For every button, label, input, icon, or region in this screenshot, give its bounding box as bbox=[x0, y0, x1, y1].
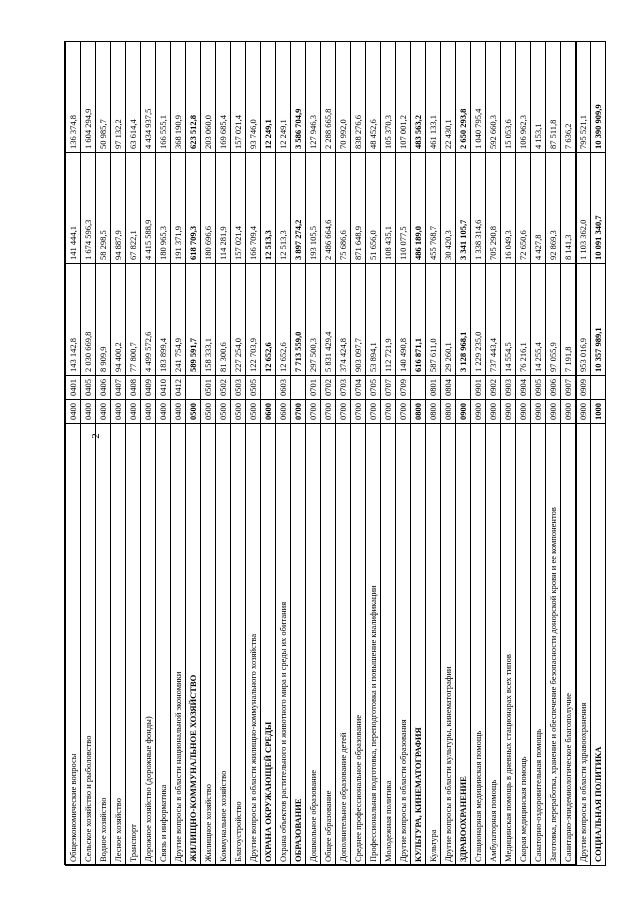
subsection-code-cell bbox=[261, 376, 276, 400]
table-section-row bbox=[186, 42, 201, 866]
section-code-cell: 0900 bbox=[471, 400, 486, 424]
amount-year-3-cell: 12 249,1 bbox=[276, 42, 291, 153]
subsection-code-cell bbox=[411, 376, 426, 400]
section-code-cell: 0900 bbox=[501, 400, 516, 424]
row-name-cell: Заготовка, переработка, хранение и обеспечение безопасности донорской крови и ее компонентов bbox=[546, 424, 561, 866]
amount-year-2-cell: 1 674 596,3 bbox=[81, 153, 96, 264]
row-name-cell: Среднее профессиональное образование bbox=[351, 424, 366, 866]
amount-year-2-cell: 114 281,9 bbox=[216, 153, 231, 264]
amount-year-3-cell: 12 249,1 bbox=[261, 42, 276, 153]
amount-year-2-cell: 193 105,5 bbox=[306, 153, 321, 264]
amount-year-3-cell: 169 685,4 bbox=[216, 42, 231, 153]
row-name-cell: Связь и информатика bbox=[156, 424, 171, 866]
amount-year-2-cell: 455 768,7 bbox=[426, 153, 441, 264]
section-code-cell: 0500 bbox=[216, 400, 231, 424]
amount-year-2-cell: 12 513,3 bbox=[261, 153, 276, 264]
subsection-code-cell: 0906 bbox=[546, 376, 561, 400]
section-code-cell: 0900 bbox=[456, 400, 471, 424]
amount-year-2-cell: 2 486 664,6 bbox=[321, 153, 336, 264]
budget-table-body bbox=[66, 42, 606, 866]
table-row bbox=[141, 42, 156, 866]
amount-year-1-cell: 29 260,1 bbox=[441, 264, 456, 376]
row-name-cell: Благоустройство bbox=[231, 424, 246, 866]
amount-year-1-cell: 53 894,1 bbox=[366, 264, 381, 376]
table-row bbox=[231, 42, 246, 866]
row-name-cell: Сельское хозяйство и рыболовство bbox=[81, 424, 96, 866]
amount-year-2-cell: 157 021,4 bbox=[231, 153, 246, 264]
amount-year-2-cell: 16 049,3 bbox=[501, 153, 516, 264]
subsection-code-cell: 0409 bbox=[141, 376, 156, 400]
amount-year-1-cell: 122 703,9 bbox=[246, 264, 261, 376]
section-code-cell: 0800 bbox=[426, 400, 441, 424]
row-name-cell: Санаторно-оздоровительная помощь bbox=[531, 424, 546, 866]
amount-year-3-cell: 15 053,6 bbox=[501, 42, 516, 153]
subsection-code-cell: 0801 bbox=[426, 376, 441, 400]
row-name-cell: Общее образование bbox=[321, 424, 336, 866]
amount-year-2-cell: 94 887,9 bbox=[111, 153, 126, 264]
table-row bbox=[66, 42, 81, 866]
amount-year-2-cell: 72 650,6 bbox=[516, 153, 531, 264]
subsection-code-cell: 0412 bbox=[171, 376, 186, 400]
amount-year-2-cell: 191 371,9 bbox=[171, 153, 186, 264]
table-row bbox=[546, 42, 561, 866]
amount-year-2-cell: 58 298,5 bbox=[96, 153, 111, 264]
amount-year-2-cell: 705 290,8 bbox=[486, 153, 501, 264]
table-row bbox=[156, 42, 171, 866]
amount-year-2-cell: 1 338 314,6 bbox=[471, 153, 486, 264]
subsection-code-cell bbox=[456, 376, 471, 400]
row-name-cell: ЗДРАВООХРАНЕНИЕ bbox=[456, 424, 471, 866]
amount-year-3-cell: 97 132,2 bbox=[111, 42, 126, 153]
section-code-cell: 0400 bbox=[126, 400, 141, 424]
subsection-code-cell: 0902 bbox=[486, 376, 501, 400]
row-name-cell: Дошкольное образование bbox=[306, 424, 321, 866]
table-row bbox=[366, 42, 381, 866]
row-name-cell: Другие вопросы в области образования bbox=[396, 424, 411, 866]
amount-year-1-cell: 10 357 989,1 bbox=[591, 264, 606, 376]
section-code-cell: 0400 bbox=[156, 400, 171, 424]
section-code-cell: 0400 bbox=[111, 400, 126, 424]
subsection-code-cell: 0503 bbox=[231, 376, 246, 400]
row-name-cell: ОБРАЗОВАНИЕ bbox=[291, 424, 306, 866]
subsection-code-cell: 0705 bbox=[366, 376, 381, 400]
table-row bbox=[336, 42, 351, 866]
subsection-code-cell: 0901 bbox=[471, 376, 486, 400]
section-code-cell: 0900 bbox=[561, 400, 576, 424]
amount-year-2-cell: 12 513,3 bbox=[276, 153, 291, 264]
amount-year-3-cell: 157 021,4 bbox=[231, 42, 246, 153]
amount-year-3-cell: 1 604 294,9 bbox=[81, 42, 96, 153]
amount-year-1-cell: 227 254,0 bbox=[231, 264, 246, 376]
amount-year-2-cell: 75 686,6 bbox=[336, 153, 351, 264]
table-row bbox=[171, 42, 186, 866]
row-name-cell: Другие вопросы в области национальной экономики bbox=[171, 424, 186, 866]
amount-year-1-cell: 2 030 669,8 bbox=[81, 264, 96, 376]
amount-year-2-cell: 110 077,5 bbox=[396, 153, 411, 264]
amount-year-1-cell: 97 055,9 bbox=[546, 264, 561, 376]
table-row bbox=[126, 42, 141, 866]
amount-year-2-cell: 10 091 340,7 bbox=[591, 153, 606, 264]
amount-year-2-cell: 4 427,8 bbox=[531, 153, 546, 264]
section-code-cell: 0700 bbox=[366, 400, 381, 424]
subsection-code-cell: 0603 bbox=[276, 376, 291, 400]
row-name-cell: Молодежная политика bbox=[381, 424, 396, 866]
subsection-code-cell: 0405 bbox=[81, 376, 96, 400]
section-code-cell: 0700 bbox=[336, 400, 351, 424]
subsection-code-cell: 0804 bbox=[441, 376, 456, 400]
subsection-code-cell: 0408 bbox=[126, 376, 141, 400]
section-code-cell: 0500 bbox=[246, 400, 261, 424]
amount-year-2-cell: 618 709,3 bbox=[186, 153, 201, 264]
amount-year-3-cell: 48 452,6 bbox=[366, 42, 381, 153]
amount-year-1-cell: 4 499 572,6 bbox=[141, 264, 156, 376]
subsection-code-cell: 0407 bbox=[111, 376, 126, 400]
subsection-code-cell: 0406 bbox=[96, 376, 111, 400]
row-name-cell: Другие вопросы в области жилищно-коммунального хозяйства bbox=[246, 424, 261, 866]
amount-year-1-cell: 143 142,8 bbox=[66, 264, 81, 376]
amount-year-1-cell: 589 591,7 bbox=[186, 264, 201, 376]
subsection-code-cell: 0502 bbox=[216, 376, 231, 400]
amount-year-1-cell: 77 800,7 bbox=[126, 264, 141, 376]
amount-year-3-cell: 623 512,8 bbox=[186, 42, 201, 153]
amount-year-1-cell: 7 191,8 bbox=[561, 264, 576, 376]
amount-year-3-cell: 22 430,1 bbox=[441, 42, 456, 153]
amount-year-2-cell: 51 656,0 bbox=[366, 153, 381, 264]
section-code-cell: 0900 bbox=[516, 400, 531, 424]
table-row bbox=[396, 42, 411, 866]
amount-year-1-cell: 374 424,8 bbox=[336, 264, 351, 376]
table-row bbox=[111, 42, 126, 866]
row-name-cell: Коммунальное хозяйство bbox=[216, 424, 231, 866]
amount-year-1-cell: 8 909,9 bbox=[96, 264, 111, 376]
table-row bbox=[96, 42, 111, 866]
amount-year-3-cell: 2 288 665,8 bbox=[321, 42, 336, 153]
section-code-cell: 0900 bbox=[546, 400, 561, 424]
table-row bbox=[216, 42, 231, 866]
row-name-cell: Культура bbox=[426, 424, 441, 866]
section-code-cell: 0500 bbox=[186, 400, 201, 424]
amount-year-2-cell: 180 696,6 bbox=[201, 153, 216, 264]
amount-year-2-cell: 108 435,1 bbox=[381, 153, 396, 264]
row-name-cell: Общеэкономические вопросы bbox=[66, 424, 81, 866]
amount-year-3-cell: 10 390 909,9 bbox=[591, 42, 606, 153]
row-name-cell: Медицинская помощь в дневных стационарах всех типов bbox=[501, 424, 516, 866]
subsection-code-cell: 0909 bbox=[576, 376, 591, 400]
amount-year-2-cell: 3 341 105,7 bbox=[456, 153, 471, 264]
row-name-cell: ОХРАНА ОКРУЖАЮЩЕЙ СРЕДЫ bbox=[261, 424, 276, 866]
amount-year-2-cell: 1 103 362,0 bbox=[576, 153, 591, 264]
section-code-cell: 0600 bbox=[276, 400, 291, 424]
amount-year-3-cell: 368 190,9 bbox=[171, 42, 186, 153]
section-code-cell: 0700 bbox=[291, 400, 306, 424]
section-code-cell: 0400 bbox=[66, 400, 81, 424]
table-row bbox=[246, 42, 261, 866]
subsection-code-cell bbox=[591, 376, 606, 400]
amount-year-3-cell: 63 614,4 bbox=[126, 42, 141, 153]
table-row bbox=[81, 42, 96, 866]
section-code-cell: 0600 bbox=[261, 400, 276, 424]
table-section-row bbox=[411, 42, 426, 866]
amount-year-3-cell: 107 001,2 bbox=[396, 42, 411, 153]
table-row bbox=[561, 42, 576, 866]
subsection-code-cell: 0709 bbox=[396, 376, 411, 400]
table-row bbox=[501, 42, 516, 866]
section-code-cell: 0800 bbox=[411, 400, 426, 424]
amount-year-1-cell: 76 216,1 bbox=[516, 264, 531, 376]
amount-year-3-cell: 4 434 937,5 bbox=[141, 42, 156, 153]
subsection-code-cell: 0905 bbox=[531, 376, 546, 400]
row-name-cell: Лесное хозяйство bbox=[111, 424, 126, 866]
section-code-cell: 0900 bbox=[486, 400, 501, 424]
table-row bbox=[276, 42, 291, 866]
amount-year-1-cell: 94 400,2 bbox=[111, 264, 126, 376]
amount-year-3-cell: 592 660,3 bbox=[486, 42, 501, 153]
amount-year-3-cell: 483 563,2 bbox=[411, 42, 426, 153]
table-row bbox=[486, 42, 501, 866]
table-row bbox=[306, 42, 321, 866]
amount-year-2-cell: 30 420,3 bbox=[441, 153, 456, 264]
row-name-cell: Профессиональная подготовка, переподготовка и повышение квалификации bbox=[366, 424, 381, 866]
amount-year-1-cell: 587 611,0 bbox=[426, 264, 441, 376]
amount-year-3-cell: 203 060,0 bbox=[201, 42, 216, 153]
section-code-cell: 0700 bbox=[351, 400, 366, 424]
amount-year-3-cell: 3 586 704,9 bbox=[291, 42, 306, 153]
section-code-cell: 0500 bbox=[231, 400, 246, 424]
section-code-cell: 0900 bbox=[576, 400, 591, 424]
subsection-code-cell bbox=[291, 376, 306, 400]
table-row bbox=[471, 42, 486, 866]
row-name-cell: Стационарная медицинская помощь bbox=[471, 424, 486, 866]
amount-year-3-cell: 838 276,6 bbox=[351, 42, 366, 153]
amount-year-1-cell: 903 097,7 bbox=[351, 264, 366, 376]
table-section-row bbox=[456, 42, 471, 866]
amount-year-1-cell: 7 713 559,0 bbox=[291, 264, 306, 376]
row-name-cell: Другие вопросы в области культуры, кинематографии bbox=[441, 424, 456, 866]
section-code-cell: 0700 bbox=[381, 400, 396, 424]
subsection-code-cell: 0702 bbox=[321, 376, 336, 400]
table-row bbox=[516, 42, 531, 866]
rotated-page-content bbox=[65, 42, 603, 866]
amount-year-1-cell: 953 016,9 bbox=[576, 264, 591, 376]
table-section-row bbox=[591, 42, 606, 866]
subsection-code-cell: 0505 bbox=[246, 376, 261, 400]
subsection-code-cell: 0707 bbox=[381, 376, 396, 400]
amount-year-1-cell: 14 554,5 bbox=[501, 264, 516, 376]
subsection-code-cell: 0907 bbox=[561, 376, 576, 400]
subsection-code-cell: 0903 bbox=[501, 376, 516, 400]
amount-year-2-cell: 92 869,3 bbox=[546, 153, 561, 264]
table-section-row bbox=[261, 42, 276, 866]
amount-year-1-cell: 140 490,8 bbox=[396, 264, 411, 376]
section-code-cell: 0400 bbox=[141, 400, 156, 424]
amount-year-2-cell: 141 444,1 bbox=[66, 153, 81, 264]
row-name-cell: Жилищное хозяйство bbox=[201, 424, 216, 866]
amount-year-2-cell: 67 822,1 bbox=[126, 153, 141, 264]
row-name-cell: ЖИЛИЩНО-КОММУНАЛЬНОЕ ХОЗЯЙСТВО bbox=[186, 424, 201, 866]
amount-year-3-cell: 106 962,3 bbox=[516, 42, 531, 153]
row-name-cell: Амбулаторная помощь bbox=[486, 424, 501, 866]
section-code-cell: 0700 bbox=[321, 400, 336, 424]
row-name-cell: Другие вопросы в области здравоохранения bbox=[576, 424, 591, 866]
section-code-cell: 0400 bbox=[81, 400, 96, 424]
amount-year-1-cell: 297 500,3 bbox=[306, 264, 321, 376]
row-name-cell: Скорая медицинская помощь bbox=[516, 424, 531, 866]
subsection-code-cell: 0410 bbox=[156, 376, 171, 400]
amount-year-3-cell: 4 153,1 bbox=[531, 42, 546, 153]
amount-year-3-cell: 136 374,8 bbox=[66, 42, 81, 153]
amount-year-1-cell: 158 333,1 bbox=[201, 264, 216, 376]
amount-year-2-cell: 4 415 588,9 bbox=[141, 153, 156, 264]
amount-year-1-cell: 241 754,9 bbox=[171, 264, 186, 376]
section-code-cell: 0900 bbox=[531, 400, 546, 424]
amount-year-1-cell: 183 899,4 bbox=[156, 264, 171, 376]
amount-year-3-cell: 87 511,8 bbox=[546, 42, 561, 153]
table-row bbox=[441, 42, 456, 866]
section-code-cell: 0400 bbox=[96, 400, 111, 424]
row-name-cell: Охрана объектов растительного и животного мира и среды их обитания bbox=[276, 424, 291, 866]
section-code-cell: 1000 bbox=[591, 400, 606, 424]
amount-year-3-cell: 105 370,3 bbox=[381, 42, 396, 153]
row-name-cell: Дополнительное образование детей bbox=[336, 424, 351, 866]
amount-year-1-cell: 616 871,1 bbox=[411, 264, 426, 376]
subsection-code-cell: 0501 bbox=[201, 376, 216, 400]
amount-year-2-cell: 8 141,3 bbox=[561, 153, 576, 264]
amount-year-1-cell: 14 255,4 bbox=[531, 264, 546, 376]
section-code-cell: 0400 bbox=[171, 400, 186, 424]
amount-year-3-cell: 93 746,0 bbox=[246, 42, 261, 153]
amount-year-1-cell: 737 443,4 bbox=[486, 264, 501, 376]
row-name-cell: Дорожное хозяйство (дорожные фонды) bbox=[141, 424, 156, 866]
amount-year-1-cell: 3 128 968,1 bbox=[456, 264, 471, 376]
amount-year-1-cell: 12 652,6 bbox=[261, 264, 276, 376]
table-row bbox=[576, 42, 591, 866]
row-name-cell: КУЛЬТУРА, КИНЕМАТОГРАФИЯ bbox=[411, 424, 426, 866]
subsection-code-cell: 0704 bbox=[351, 376, 366, 400]
amount-year-1-cell: 81 300,6 bbox=[216, 264, 231, 376]
row-name-cell: СОЦИАЛЬНАЯ ПОЛИТИКА bbox=[591, 424, 606, 866]
section-code-cell: 0700 bbox=[396, 400, 411, 424]
amount-year-1-cell: 5 831 429,4 bbox=[321, 264, 336, 376]
table-row bbox=[201, 42, 216, 866]
section-code-cell: 0500 bbox=[201, 400, 216, 424]
row-name-cell: Санитарно-эпидемиологическое благополучие bbox=[561, 424, 576, 866]
amount-year-1-cell: 112 721,9 bbox=[381, 264, 396, 376]
amount-year-1-cell: 1 229 235,0 bbox=[471, 264, 486, 376]
subsection-code-cell bbox=[186, 376, 201, 400]
subsection-code-cell: 0703 bbox=[336, 376, 351, 400]
section-code-cell: 0700 bbox=[306, 400, 321, 424]
section-code-cell: 0800 bbox=[441, 400, 456, 424]
amount-year-3-cell: 50 985,7 bbox=[96, 42, 111, 153]
amount-year-2-cell: 166 709,4 bbox=[246, 153, 261, 264]
row-name-cell: Водное хозяйство bbox=[96, 424, 111, 866]
page-number: 2 bbox=[90, 433, 102, 439]
amount-year-3-cell: 461 133,1 bbox=[426, 42, 441, 153]
table-row bbox=[381, 42, 396, 866]
amount-year-3-cell: 2 650 293,8 bbox=[456, 42, 471, 153]
budget-table-frame bbox=[64, 41, 603, 865]
amount-year-2-cell: 486 189,0 bbox=[411, 153, 426, 264]
amount-year-1-cell: 12 652,6 bbox=[276, 264, 291, 376]
amount-year-2-cell: 180 965,3 bbox=[156, 153, 171, 264]
table-row bbox=[321, 42, 336, 866]
amount-year-3-cell: 795 521,1 bbox=[576, 42, 591, 153]
amount-year-3-cell: 166 555,1 bbox=[156, 42, 171, 153]
table-row bbox=[426, 42, 441, 866]
subsection-code-cell: 0701 bbox=[306, 376, 321, 400]
amount-year-2-cell: 3 897 274,2 bbox=[291, 153, 306, 264]
row-name-cell: Транспорт bbox=[126, 424, 141, 866]
subsection-code-cell: 0401 bbox=[66, 376, 81, 400]
table-row bbox=[351, 42, 366, 866]
table-row bbox=[531, 42, 546, 866]
subsection-code-cell: 0904 bbox=[516, 376, 531, 400]
amount-year-2-cell: 871 648,9 bbox=[351, 153, 366, 264]
amount-year-3-cell: 1 040 795,4 bbox=[471, 42, 486, 153]
amount-year-3-cell: 7 636,2 bbox=[561, 42, 576, 153]
budget-table bbox=[65, 41, 606, 866]
amount-year-3-cell: 70 992,0 bbox=[336, 42, 351, 153]
amount-year-3-cell: 127 946,3 bbox=[306, 42, 321, 153]
table-section-row bbox=[291, 42, 306, 866]
